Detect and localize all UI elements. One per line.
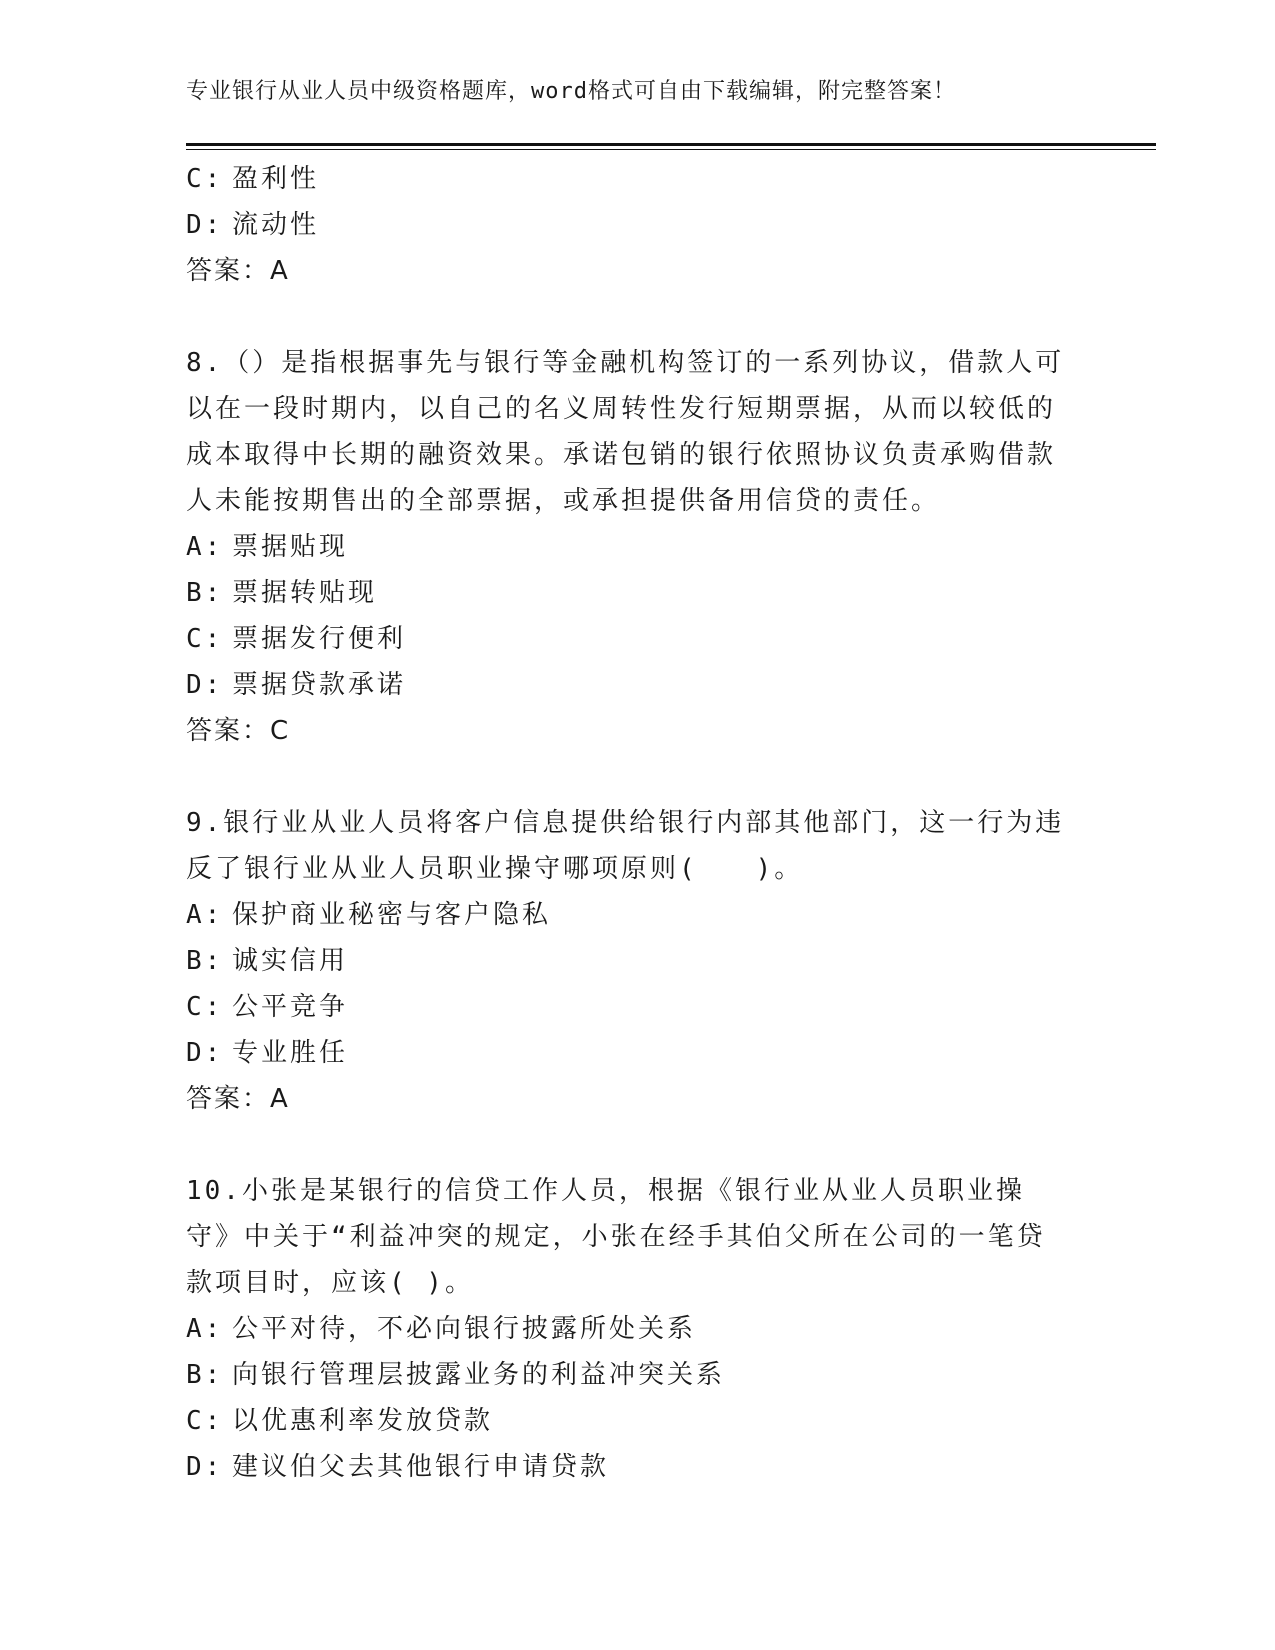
header-divider-thick [186, 143, 1156, 146]
option-item [186, 524, 1066, 570]
option-text: 票据贴现 [232, 532, 349, 562]
answer-line [186, 708, 1066, 754]
option-label: C: [186, 1406, 224, 1436]
answer-label: 答案： [186, 256, 271, 286]
option-text: 盈利性 [232, 164, 320, 194]
question-9 [186, 800, 1066, 1122]
spacer [186, 1122, 1066, 1168]
option-label: D: [186, 1038, 224, 1068]
option-text: 诚实信用 [232, 946, 349, 976]
option-label: B: [186, 578, 224, 608]
option-item [186, 616, 1066, 662]
option-label: C: [186, 164, 224, 194]
option-text: 票据贷款承诺 [232, 670, 407, 700]
question-stem: 8.（）是指根据事先与银行等金融机构签订的一系列协议，借款人可以在一段时期内，以自己的名义周转性发行短期票据，从而以较低的成本取得中长期的融资效果。承诺包销的银行依照协议负责承购借款人未能按期售出的全部票据，或承担提供备用信贷的责任。 [186, 348, 1065, 516]
question-stem: 9.银行业从业人员将客户信息提供给银行内部其他部门，这一行为违反了银行业从业人员职业操守哪项原则( )。 [186, 808, 1065, 884]
option-item [186, 202, 1066, 248]
option-label: A: [186, 532, 224, 562]
option-item [186, 1352, 1066, 1398]
option-text: 以优惠利率发放贷款 [232, 1406, 494, 1436]
option-text: 向银行管理层披露业务的利益冲突关系 [232, 1360, 726, 1390]
answer-line [186, 1076, 1066, 1122]
answer-value: C [270, 716, 291, 746]
question-stem: 10.小张是某银行的信贷工作人员，根据《银行业从业人员职业操守》中关于“利益冲突的规定，小张在经手其伯父所在公司的一笔贷款项目时，应该( )。 [186, 1176, 1046, 1298]
option-item [186, 1030, 1066, 1076]
answer-line [186, 248, 1066, 294]
question-8 [186, 340, 1066, 754]
option-label: D: [186, 1452, 224, 1482]
option-item [186, 662, 1066, 708]
option-item [186, 1398, 1066, 1444]
option-item [186, 892, 1066, 938]
option-item [186, 984, 1066, 1030]
option-text: 票据转贴现 [232, 578, 378, 608]
spacer [186, 754, 1066, 800]
option-label: C: [186, 992, 224, 1022]
option-text: 流动性 [232, 210, 320, 240]
option-text: 公平竞争 [232, 992, 349, 1022]
spacer [186, 294, 1066, 340]
option-label: A: [186, 900, 224, 930]
option-text: 公平对待，不必向银行披露所处关系 [232, 1314, 697, 1344]
answer-value: A [270, 256, 290, 286]
option-text: 建议伯父去其他银行申请贷款 [232, 1452, 610, 1482]
answer-value: A [270, 1084, 290, 1114]
page-header: 专业银行从业人员中级资格题库，word格式可自由下载编辑，附完整答案！ [186, 79, 956, 104]
option-label: D: [186, 670, 224, 700]
header-divider-thin [186, 149, 1156, 150]
question-content [186, 156, 1066, 1490]
answer-label: 答案： [186, 716, 271, 746]
option-text: 保护商业秘密与客户隐私 [232, 900, 552, 930]
option-item [186, 156, 1066, 202]
question-10 [186, 1168, 1066, 1490]
option-item [186, 570, 1066, 616]
answer-label: 答案： [186, 1084, 271, 1114]
option-item [186, 938, 1066, 984]
option-label: D: [186, 210, 224, 240]
option-label: C: [186, 624, 224, 654]
option-label: B: [186, 1360, 224, 1390]
option-label: A: [186, 1314, 224, 1344]
option-label: B: [186, 946, 224, 976]
option-item [186, 1444, 1066, 1490]
option-text: 专业胜任 [232, 1038, 349, 1068]
prev-question [186, 156, 1066, 294]
option-item [186, 1306, 1066, 1352]
option-text: 票据发行便利 [232, 624, 407, 654]
